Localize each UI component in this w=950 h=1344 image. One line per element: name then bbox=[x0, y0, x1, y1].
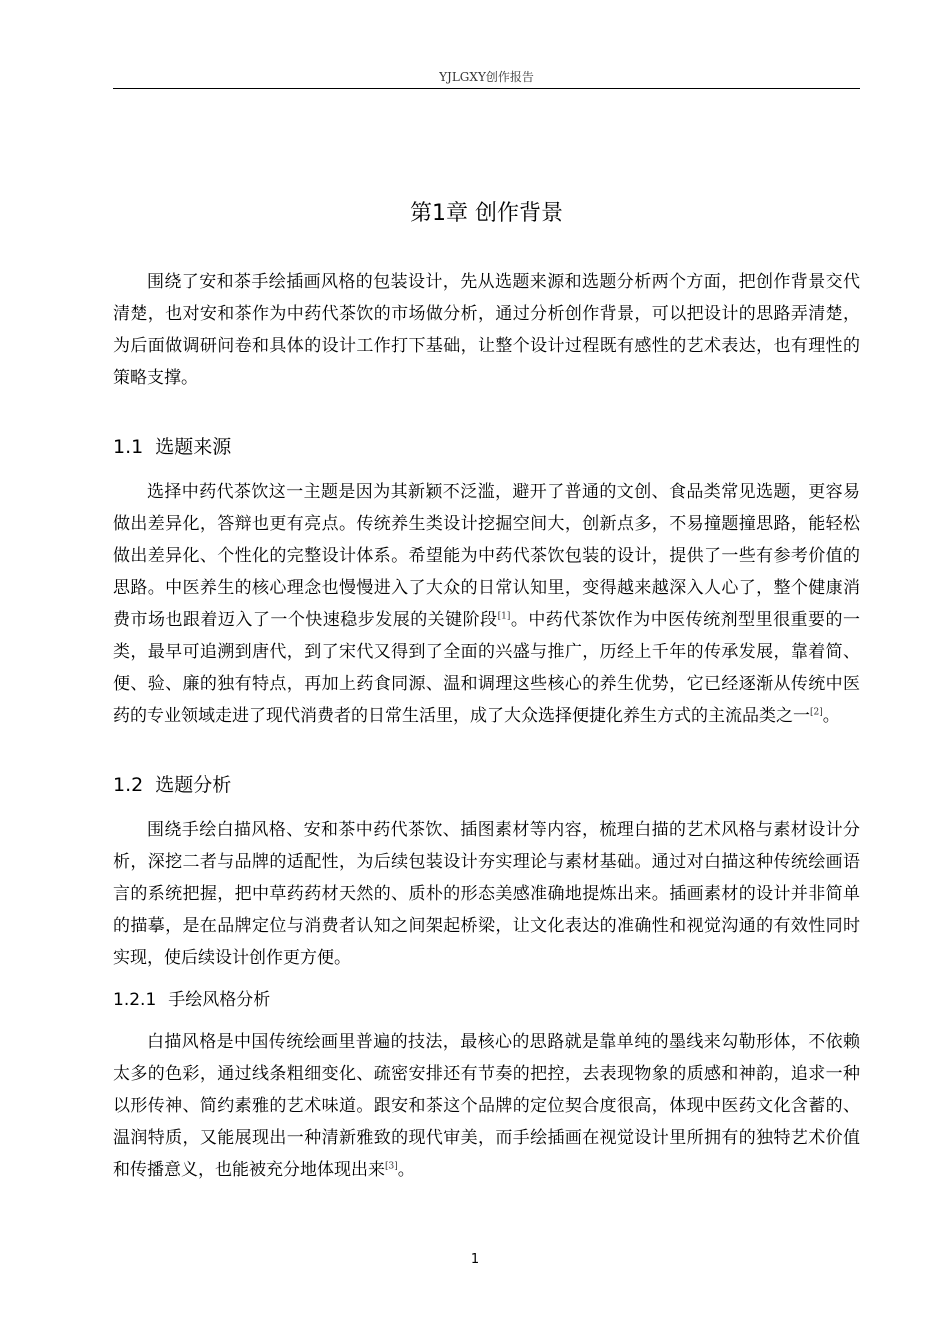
page-body bbox=[113, 196, 860, 1186]
section-heading-1-1 bbox=[113, 432, 860, 462]
section-heading-1-2 bbox=[113, 770, 860, 800]
section-1-2-paragraph: 围绕手绘白描风格、安和茶中药代茶饮、插图素材等内容，梳理白描的艺术风格与素材设计分析，深挖二者与品牌的适配性，为后续包装设计夯实理论与素材基础。通过对白描这种传统绘画语言的系统把握，把中草药药材天然的、质朴的形态美感准确地提炼出来。插画素材的设计并非简单的描摹，是在品牌定位与消费者认知之间架起桥梁，让文化表达的准确性和视觉沟通的有效性同时实现，使后续设计创作更方便。 bbox=[113, 820, 860, 968]
section-title: 选题来源 bbox=[155, 436, 232, 458]
intro-paragraph: 围绕了安和茶手绘插画风格的包装设计，先从选题来源和选题分析两个方面，把创作背景交代清楚，也对安和茶作为中药代茶饮的市场做分析，通过分析创作背景，可以把设计的思路弄清楚，为后面做调研问卷和具体的设计工作打下基础，让整个设计过程既有感性的艺术表达，也有理性的策略支撑。 bbox=[113, 272, 860, 388]
section-1-1-paragraph bbox=[113, 476, 860, 732]
section-number: 1.2.1 bbox=[113, 990, 157, 1010]
section-title: 选题分析 bbox=[155, 774, 232, 796]
section-1-2-1-paragraph bbox=[113, 1026, 860, 1186]
citation-marker: [2] bbox=[810, 707, 823, 718]
citation-marker: [3] bbox=[385, 1161, 398, 1172]
header-rule bbox=[113, 88, 860, 89]
section-title: 手绘风格分析 bbox=[168, 990, 271, 1010]
text-run: 选择中药代茶饮这一主题是因为其新颖不泛滥，避开了普通的文创、食品类常见选题，更容易做出差异化，答辩也更有亮点。传统养生类设计挖掘空间大，创新点多，不易撞题撞思路，能轻松做出差异化、个性化的完整设计体系。希望能为中药代茶饮包装的设计，提供了一些有参考价值的思路。中医养生的核心理念也慢慢进入了大众的日常认知里，变得越来越深入人心了，整个健康消费市场也跟着迈入了一个快速稳步发展的关键阶段 bbox=[113, 482, 860, 630]
text-run: 白描风格是中国传统绘画里普遍的技法，最核心的思路就是靠单纯的墨线来勾勒形体，不依赖太多的色彩，通过线条粗细变化、疏密安排还有节奏的把控，去表现物象的质感和神韵，追求一种以形传神、简约素雅的艺术味道。跟安和茶这个品牌的定位契合度很高，体现中医药文化含蓄的、温润特质，又能展现出一种清新雅致的现代审美，而手绘插画在视觉设计里所拥有的独特艺术价值和传播意义，也能被充分地体现出来 bbox=[113, 1032, 860, 1180]
text-run: 。中药代茶饮作为中医传统剂型里很重要的一类，最早可追溯到唐代，到了宋代又得到了全面的兴盛与推广，历经上千年的传承发展，靠着简、便、验、廉的独有特点，再加上药食同源、温和调理这些核心的养生优势，它已经逐渐从传统中医药的专业领域走进了现代消费者的日常生活里，成了大众选择便捷化养生方式的主流品类之一 bbox=[113, 610, 861, 726]
section-number: 1.1 bbox=[113, 436, 144, 458]
text-run: 。 bbox=[822, 706, 840, 726]
text-run: 。 bbox=[397, 1160, 415, 1180]
section-number: 1.2 bbox=[113, 774, 144, 796]
section-heading-1-2-1 bbox=[113, 986, 860, 1014]
chapter-title: 第1章 创作背景 bbox=[410, 201, 563, 226]
citation-marker: [1] bbox=[497, 611, 511, 622]
running-header: YJLGXY创作报告 bbox=[439, 70, 534, 84]
page-number: 1 bbox=[470, 1252, 480, 1267]
